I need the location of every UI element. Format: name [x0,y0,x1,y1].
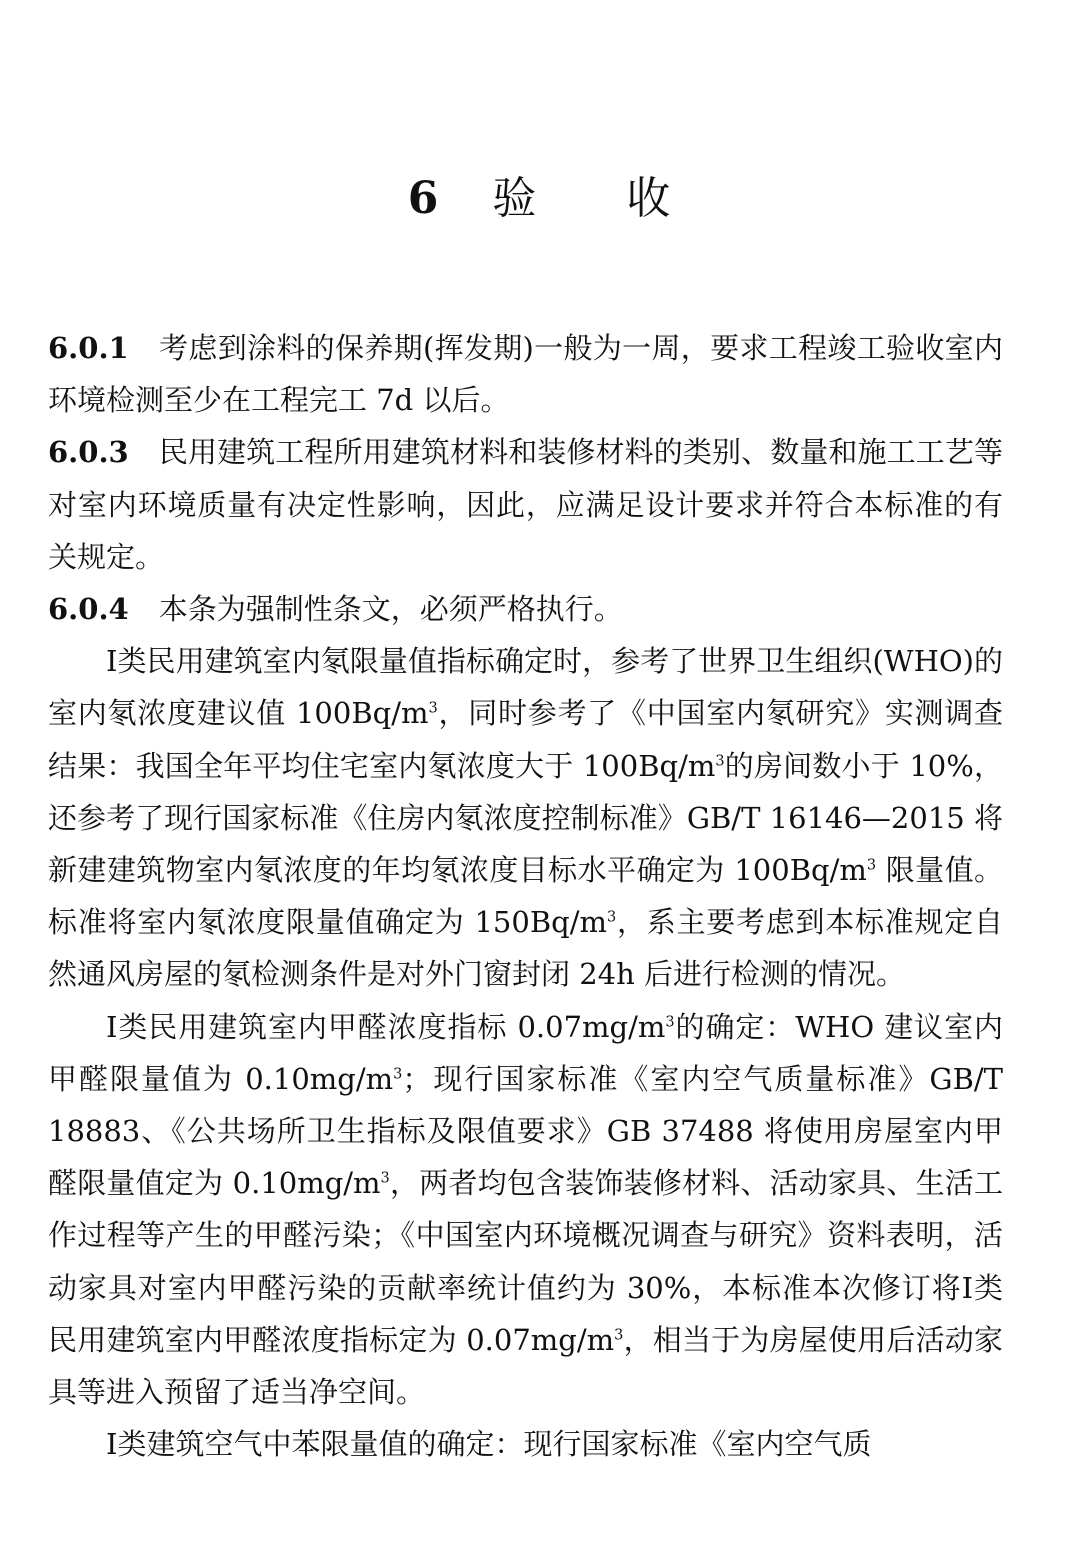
clause-text: 考虑到涂料的保养期(挥发期)一般为一周，要求工程竣工验收室内环境检测至少在工程完工 7d 以后。 [48,331,1003,418]
chapter-title-part1: 验 [492,173,539,224]
superscript: 3 [715,752,725,769]
clause-6-0-3 [48,426,1003,583]
radon-text-3: 的房间数小于 10%，还参考了现行国家标准《住房内氡浓度控制标准》GB/T 16146—2015 将新建建筑物室内氡浓度的年均氡浓度目标水平确定为 100Bq/m [48,748,1003,888]
radon-text-4: 限量值。标准将室内氡浓度限量值确定为 150Bq/m [48,853,1004,940]
formaldehyde-text-2: 的确定：WHO 建议室内甲醛限量值为 0.10mg/m [48,1009,1004,1096]
formaldehyde-text-1: Ⅰ类民用建筑室内甲醛浓度指标 0.07mg/m [106,1009,666,1044]
clause-6-0-1 [48,322,1003,426]
superscript: 3 [606,909,617,926]
clause-text: 本条为强制性条文，必须严格执行。 [158,592,623,627]
benzene-paragraph [48,1418,1003,1470]
clause-number: 6.0.4 [48,592,129,627]
chapter-number: 6 [407,173,441,224]
radon-text-5: ，系主要考虑到本标准规定自然通风房屋的氡检测条件是对外门窗封闭 24h 后进行检测的情况。 [48,905,1003,992]
formaldehyde-paragraph [48,1001,1003,1419]
superscript: 3 [614,1327,624,1344]
radon-text-1: Ⅰ类民用建筑室内氡限量值指标确定时，参考了世界卫生组织(WHO)的室内氡浓度建议值 100Bq/m [48,644,1003,731]
clause-number: 6.0.1 [48,331,129,365]
clause-text: 民用建筑工程所用建筑材料和装修材料的类别、数量和施工工艺等对室内环境质量有决定性影响，因此，应满足设计要求并符合本标准的有关规定。 [48,435,1003,574]
radon-text-2: ，同时参考了《中国室内氡研究》实测调查结果：我国全年平均住宅室内氡浓度大于 100Bq/m [48,696,1003,783]
superscript: 3 [380,1170,390,1187]
radon-paragraph [48,635,1003,1000]
superscript: 3 [428,700,438,717]
chapter-title-part2: 收 [626,173,673,224]
chapter-title [0,162,1080,226]
clause-number: 6.0.3 [48,435,129,470]
superscript: 3 [665,1013,675,1030]
superscript: 3 [866,857,877,874]
formaldehyde-text-4: ，两者均包含装饰装修材料、活动家具、生活工作过程等产生的甲醛污染；《中国室内环境概况调查与研究》资料表明，活动家具对室内甲醛污染的贡献率统计值约为 30%，本标准本次修订将Ⅰ类民用建筑室内甲醛浓度指标定为 0.07mg/m [48,1166,1003,1357]
formaldehyde-text-5: ，相当于为房屋使用后活动家具等进入预留了适当净空间。 [48,1322,1003,1410]
formaldehyde-text-3: ；现行国家标准《室内空气质量标准》GB/T 18883、《公共场所卫生指标及限值要求》GB 37488 将使用房屋室内甲醛限量值定为 0.10mg/m [48,1061,1003,1201]
benzene-text: Ⅰ类建筑空气中苯限量值的确定：现行国家标准《室内空气质 [106,1427,872,1462]
clause-6-0-4 [48,583,1003,635]
body-text [48,322,1003,1470]
superscript: 3 [393,1066,403,1083]
